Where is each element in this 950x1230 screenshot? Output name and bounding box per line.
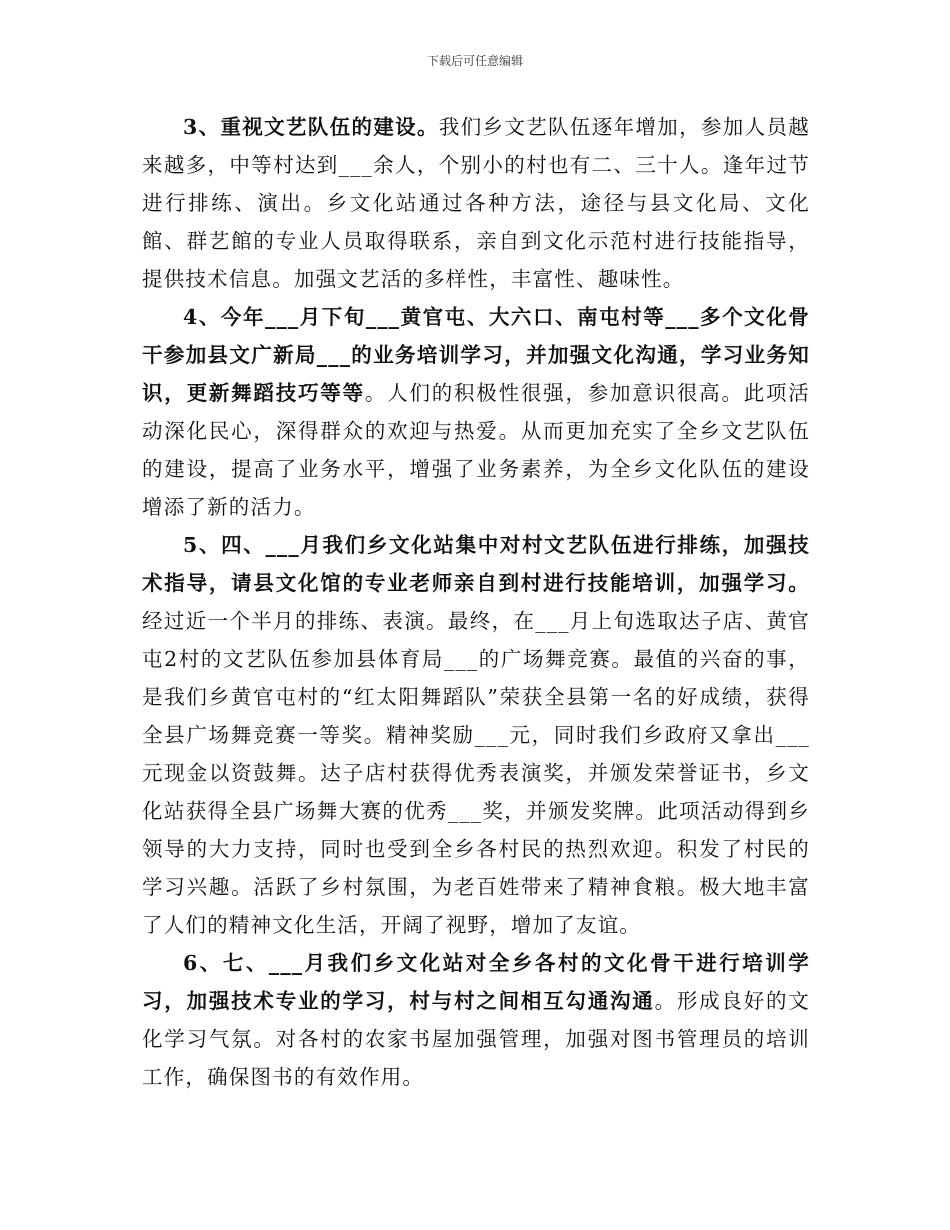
paragraph-3-heading: 3、重视文艺队伍的建设。 <box>183 115 439 139</box>
page-header-note: 下载后可任意编辑 <box>426 54 523 68</box>
paragraph-6-heading: 6、七、___月我们乡文化站对全乡各村的文化骨干进行培训学习，加强技术专业的学习，村与村之间相互勾通沟通 <box>142 951 810 1013</box>
paragraph-6 <box>142 944 810 1096</box>
paragraph-4 <box>142 298 810 526</box>
paragraph-3 <box>142 108 810 298</box>
paragraph-5-body: 经过近一个半月的排练、表演。最终，在___月上旬选取达子店、黄官屯2村的文艺队伍参加县体育局___的广场舞竞赛。最值的兴奋的事，是我们乡黄官屯村的“红太阳舞蹈队”荣获全县第一名的好成绩，获得全县广场舞竞赛一等奖。精神奖励___元，同时我们乡政府又拿出___元现金以资鼓舞。达子店村获得优秀表演奖，并颁发荣誉证书，乡文化站获得全县广场舞大赛的优秀___奖，并颁发奖牌。此项活动得到乡领导的大力支持，同时也受到全乡各村民的热烈欢迎。积发了村民的学习兴趣。活跃了乡村氛围，为老百姓带来了精神食粮。极大地丰富了人们的精神文化生活，开阔了视野，增加了友谊。 <box>142 609 810 937</box>
paragraph-4-heading: 4、今年___月下旬___黄官屯、大六口、南屯村等___多个文化骨干参加县文广新局___的业务培训学习，并加强文化沟通，学习业务知识，更新舞蹈技巧等等 <box>142 305 810 405</box>
paragraph-6-body: 。形成良好的文化学习气氛。对各村的农家书屋加强管理，加强对图书管理员的培训工作，确保图书的有效作用。 <box>142 989 810 1089</box>
paragraph-4-body: 。人们的积极性很强，参加意识很高。此项活动深化民心，深得群众的欢迎与热爱。从而更加充实了全乡文艺队伍的建设，提高了业务水平，增强了业务素养，为全乡文化队伍的建设增添了新的活力。 <box>142 381 811 519</box>
document-body <box>142 108 810 1096</box>
paragraph-5-heading: 5、四、___月我们乡文化站集中对村文艺队伍进行排练，加强技术指导，请县文化馆的专业老师亲自到村进行技能培训，加强学习。 <box>142 533 810 595</box>
paragraph-3-body: 我们乡文艺队伍逐年增加，参加人员越来越多，中等村达到___余人，个别小的村也有二、三十人。逢年过节进行排练、演出。乡文化站通过各种方法，途径与县文化局、文化館、群艺館的专业人员取得联系，亲自到文化示范村进行技能指导，提供技术信息。加强文艺活的多样性，丰富性、趣味性。 <box>142 115 810 291</box>
paragraph-5 <box>142 526 810 944</box>
